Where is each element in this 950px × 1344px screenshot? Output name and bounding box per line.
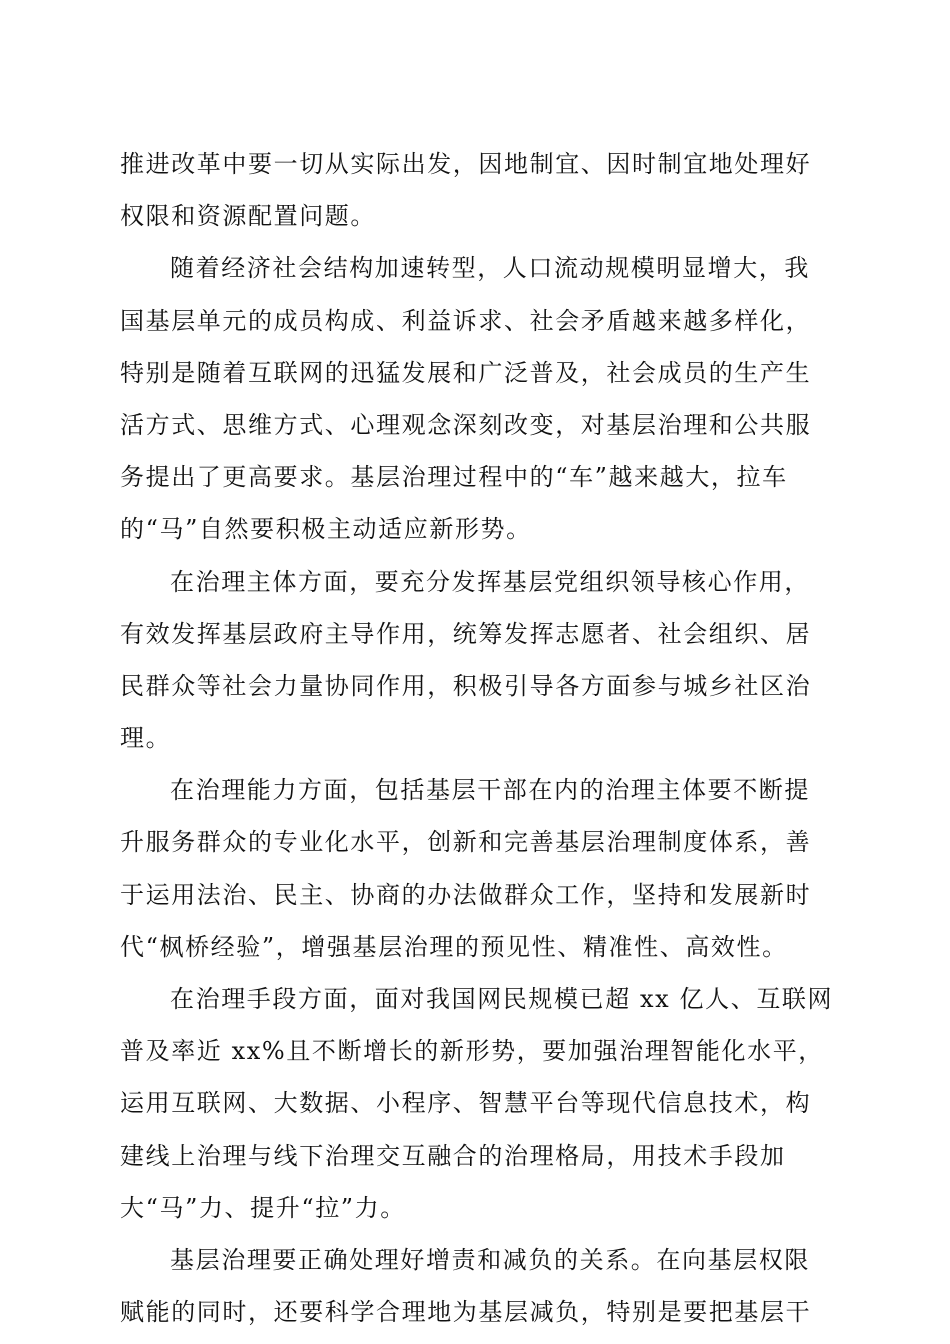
document-body: [120, 138, 834, 1338]
text-line: 特别是随着互联网的迅猛发展和广泛普及，社会成员的生产生: [120, 358, 812, 387]
paragraph: [120, 138, 830, 242]
text-line: 普及率近 xx%且不断增长的新形势，要加强治理智能化水平，: [120, 1037, 824, 1066]
paragraph: [120, 556, 830, 765]
text-line: 赋能的同时，还要科学合理地为基层减负，特别是要把基层干: [120, 1298, 812, 1327]
text-line: 随着经济社会结构加速转型，人口流动规模明显增大，我: [170, 254, 810, 283]
text-line: 权限和资源配置问题。: [120, 202, 376, 231]
paragraph: [120, 1234, 830, 1338]
text-line: 于运用法治、民主、协商的办法做群众工作，坚持和发展新时: [120, 880, 812, 909]
text-line: 在治理手段方面，面对我国网民规模已超 xx 亿人、互联网: [170, 985, 834, 1013]
text-line: 运用互联网、大数据、小程序、智慧平台等现代信息技术，构: [120, 1089, 812, 1118]
text-line: 在治理主体方面，要充分发挥基层党组织领导核心作用，: [170, 567, 810, 596]
text-line: 务提出了更高要求。基层治理过程中的“车”越来越大，拉车: [120, 463, 788, 492]
text-line: 升服务群众的专业化水平，创新和完善基层治理制度体系，善: [120, 828, 812, 857]
paragraph: [120, 973, 834, 1234]
text-line: 民群众等社会力量协同作用，积极引导各方面参与城乡社区治: [120, 671, 812, 700]
text-line: 有效发挥基层政府主导作用，统筹发挥志愿者、社会组织、居: [120, 619, 812, 648]
text-line: 建线上治理与线下治理交互融合的治理格局，用技术手段加: [120, 1141, 786, 1170]
paragraph: [120, 764, 830, 973]
text-line: 在治理能力方面，包括基层干部在内的治理主体要不断提: [170, 776, 810, 805]
text-line: 代“枫桥经验”，增强基层治理的预见性、精准性、高效性。: [120, 932, 788, 961]
text-line: 大“马”力、提升“拉”力。: [120, 1193, 406, 1222]
text-line: 国基层单元的成员构成、利益诉求、社会矛盾越来越多样化，: [120, 306, 812, 335]
text-line: 理。: [120, 724, 172, 753]
text-line: 的“马”自然要积极主动适应新形势。: [120, 515, 532, 544]
text-line: 推进改革中要一切从实际出发，因地制宜、因时制宜地处理好: [120, 150, 812, 178]
paragraph: [120, 242, 830, 555]
text-line: 基层治理要正确处理好增责和减负的关系。在向基层权限: [170, 1245, 810, 1274]
text-line: 活方式、思维方式、心理观念深刻改变，对基层治理和公共服: [120, 410, 812, 439]
